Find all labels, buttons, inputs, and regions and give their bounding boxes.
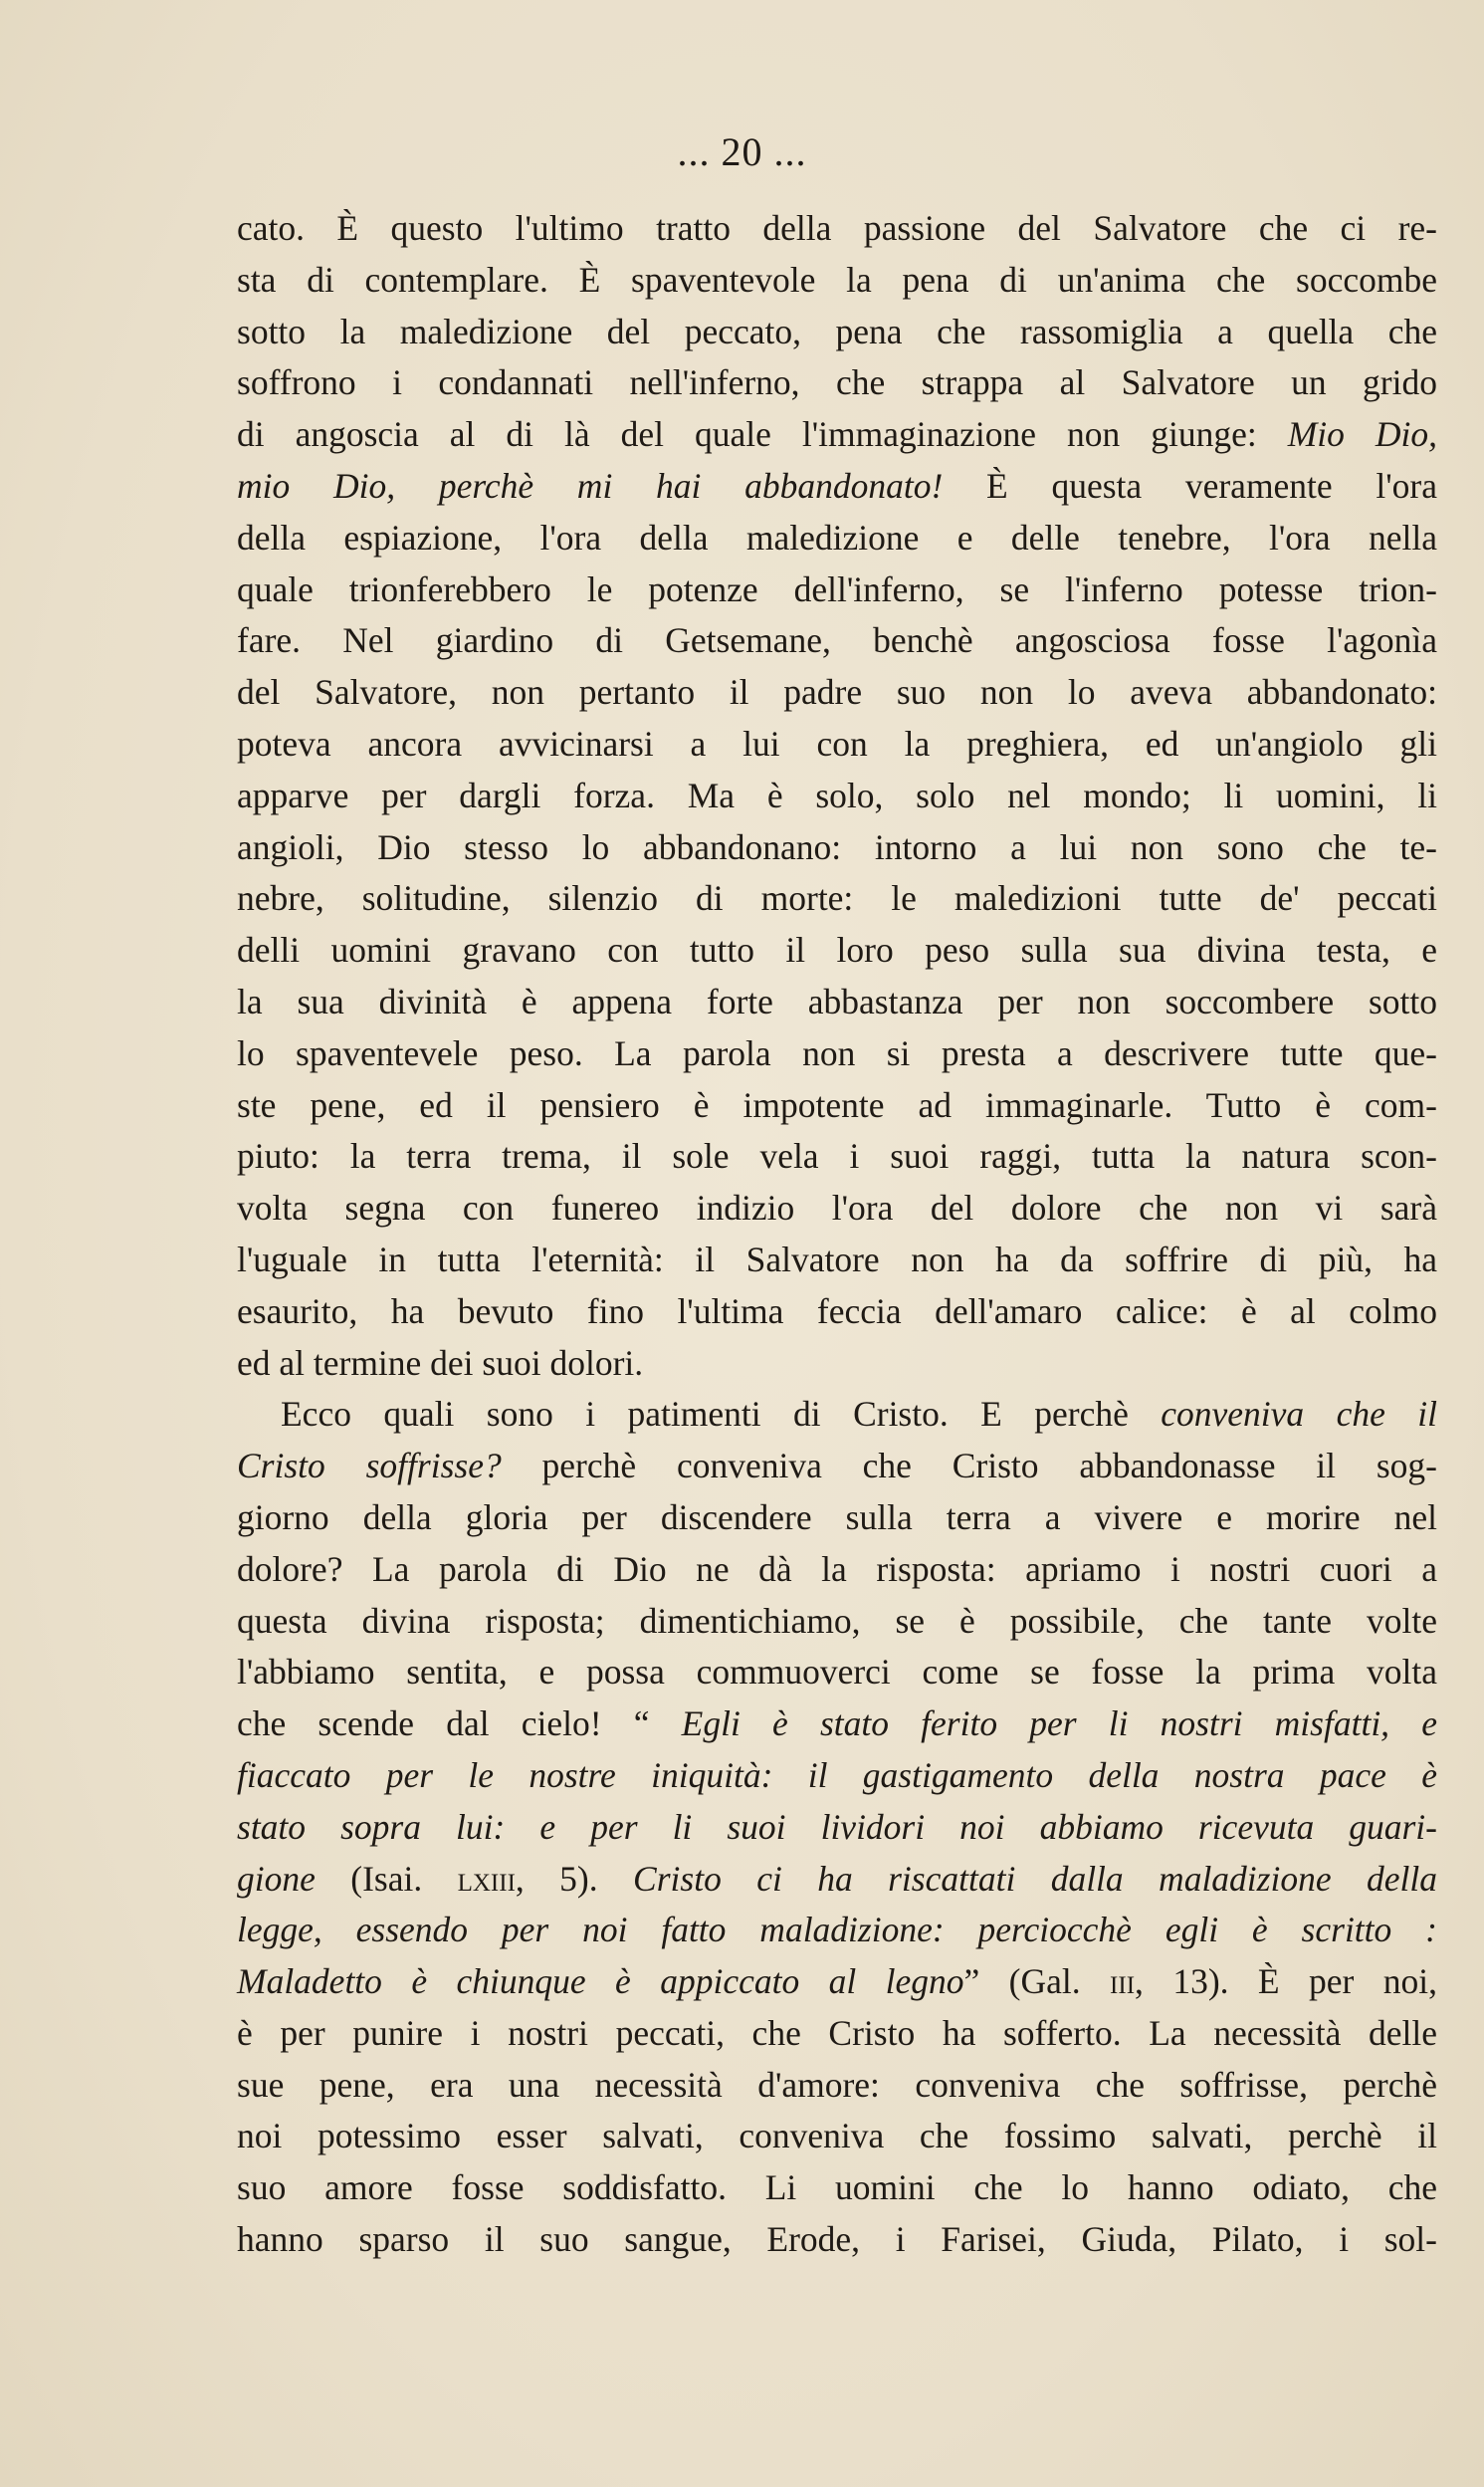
text-line: suo amore fosse soddisfatto. Li uomini che lo hanno odiato, che (237, 2167, 1437, 2208)
text-line: sta di contemplare. È spaventevole la pena di un'anima che soccombe (237, 259, 1437, 300)
text-line: l'abbiamo sentita, e possa commuoverci come se fosse la prima volta (237, 1652, 1437, 1693)
text-line: soffrono i condannati nell'inferno, che strappa al Salvatore un grido (237, 362, 1437, 403)
text-line: piuto: la terra trema, il sole vela i suoi raggi, tutta la natura scon- (237, 1136, 1437, 1177)
text-line: questa divina risposta; dimentichiamo, se è possibile, che tante volte (237, 1600, 1437, 1641)
text-line: ste pene, ed il pensiero è impotente ad immaginarle. Tutto è com- (237, 1084, 1437, 1125)
text-line: apparve per dargli forza. Ma è solo, solo nel mondo; li uomini, li (237, 775, 1437, 815)
text-line: delli uomini gravano con tutto il loro peso sulla sua divina testa, e (237, 930, 1437, 971)
text-line: che scende dal cielo! “ Egli è stato ferito per li nostri misfatti, e (237, 1703, 1437, 1744)
text-line: sotto la maledizione del peccato, pena che rassomiglia a quella che (237, 311, 1437, 351)
text-line: giorno della gloria per discendere sulla terra a vivere e morire nel (237, 1496, 1437, 1537)
text-line: hanno sparso il suo sangue, Erode, i Farisei, Giuda, Pilato, i sol- (237, 2219, 1437, 2260)
text-line: sue pene, era una necessità d'amore: conveniva che soffrisse, perchè (237, 2064, 1437, 2105)
text-line: quale trionferebbero le potenze dell'inferno, se l'inferno potesse trion- (237, 568, 1437, 609)
text-line: angioli, Dio stesso lo abbandonano: intorno a lui non sono che te- (237, 826, 1437, 867)
text-line: di angoscia al di là del quale l'immaginazione non giunge: Mio Dio, (237, 414, 1437, 455)
text-line: Ecco quali sono i patimenti di Cristo. E perchè conveniva che il (281, 1394, 1437, 1435)
page-number: ... 20 ... (677, 129, 807, 174)
text-line: stato sopra lui: e per li suoi lividori noi abbiamo ricevuta guari- (237, 1806, 1437, 1847)
text-line: Maladetto è chiunque è appiccato al legno” (Gal. iii, 13). È per noi, (237, 1961, 1438, 2002)
text-line: esaurito, ha bevuto fino l'ultima feccia dell'amaro calice: è al colmo (237, 1290, 1437, 1331)
text-line: volta segna con funereo indizio l'ora del dolore che non vi sarà (237, 1188, 1437, 1229)
text-line: mio Dio, perchè mi hai abbandonato! È questa veramente l'ora (237, 465, 1437, 506)
text-line: la sua divinità è appena forte abbastanza per non soccombere sotto (237, 981, 1437, 1021)
text-line: lo spaventevele peso. La parola non si presta a descrivere tutte que- (237, 1032, 1437, 1073)
text-line: nebre, solitudine, silenzio di morte: le maledizioni tutte de' peccati (237, 878, 1437, 919)
text-line: del Salvatore, non pertanto il padre suo non lo aveva abbandonato: (237, 672, 1437, 713)
text-line: l'uguale in tutta l'eternità: il Salvatore non ha da soffrire di più, ha (237, 1239, 1437, 1279)
text-line: poteva ancora avvicinarsi a lui con la preghiera, ed un'angiolo gli (237, 723, 1437, 764)
text-line: dolore? La parola di Dio ne dà la risposta: apriamo i nostri cuori a (237, 1548, 1437, 1589)
text-line: della espiazione, l'ora della maledizione e delle tenebre, l'ora nella (237, 517, 1437, 558)
text-line: è per punire i nostri peccati, che Cristo ha sofferto. La necessità delle (237, 2012, 1437, 2053)
text-line: ed al termine dei suoi dolori. (237, 1342, 644, 1383)
text-line: fiaccato per le nostre iniquità: il gastigamento della nostra pace è (237, 1754, 1437, 1795)
text-line: legge, essendo per noi fatto maladizione: perciocchè egli è scritto : (237, 1910, 1437, 1950)
text-line: cato. È questo l'ultimo tratto della passione del Salvatore che ci re- (237, 208, 1437, 248)
text-line: gione (Isai. lxiii, 5). Cristo ci ha riscattati dalla maladizione della (237, 1858, 1437, 1899)
body-text (237, 203, 1437, 2266)
text-line: fare. Nel giardino di Getsemane, benchè angosciosa fosse l'agonìa (237, 620, 1437, 661)
text-line: noi potessimo esser salvati, conveniva che fossimo salvati, perchè il (237, 2116, 1437, 2156)
text-line: Cristo soffrisse? perchè conveniva che Cristo abbandonasse il sog- (237, 1446, 1437, 1486)
